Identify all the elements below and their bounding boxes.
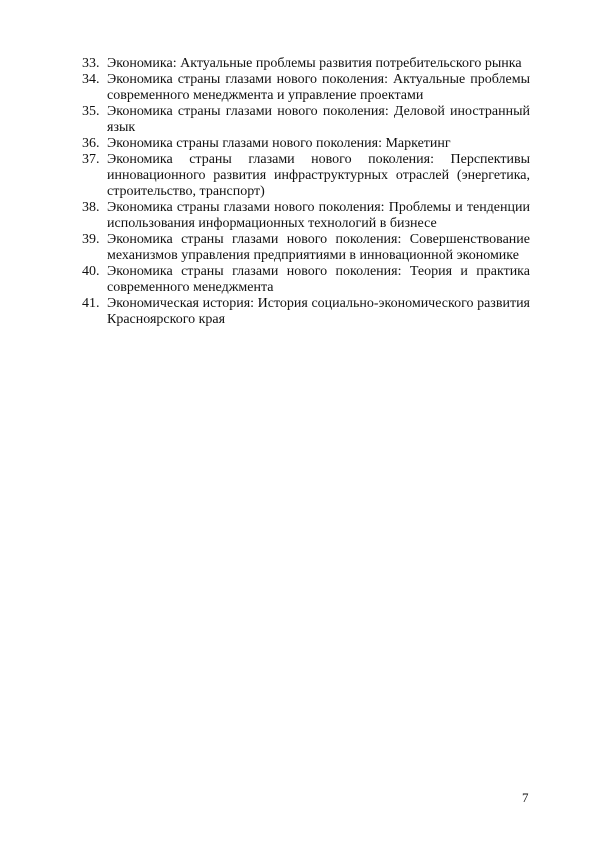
item-number: 38.: [82, 200, 100, 215]
page-number: 7: [522, 790, 529, 805]
item-text: Экономическая история: История социально-экономического развития Красноярского края: [107, 296, 530, 327]
item-text: Экономика страны глазами нового поколения: Совершенствование механизмов управления предприятиями в инновационной экономике: [107, 232, 530, 263]
list-item: [82, 296, 530, 328]
item-text: Экономика: Актуальные проблемы развития потребительского рынка: [107, 56, 522, 71]
list-item: [82, 72, 530, 104]
item-text: Экономика страны глазами нового поколения: Теория и практика современного менеджмента: [107, 264, 530, 295]
item-number: 40.: [82, 264, 100, 279]
item-text: Экономика страны глазами нового поколения: Маркетинг: [107, 136, 451, 151]
list-item: [82, 136, 530, 152]
list-item: [82, 56, 530, 72]
item-text: Экономика страны глазами нового поколения: Актуальные проблемы современного менеджмента и управление проектами: [107, 72, 530, 103]
topic-list: [82, 56, 530, 328]
item-text: Экономика страны глазами нового поколения: Перспективы инновационного развития инфраструктурных отраслей (энергетика, строительство, транспорт): [107, 152, 530, 199]
list-item: [82, 152, 530, 200]
item-text: Экономика страны глазами нового поколения: Деловой иностранный язык: [107, 104, 530, 135]
item-number: 35.: [82, 104, 100, 119]
list-item: [82, 264, 530, 296]
item-number: 33.: [82, 56, 100, 71]
item-text: Экономика страны глазами нового поколения: Проблемы и тенденции использования информационных технологий в бизнесе: [107, 200, 530, 231]
item-number: 39.: [82, 232, 100, 247]
item-number: 37.: [82, 152, 100, 167]
list-item: [82, 232, 530, 264]
list-item: [82, 104, 530, 136]
item-number: 34.: [82, 72, 100, 87]
item-number: 41.: [82, 296, 100, 311]
list-item: [82, 200, 530, 232]
item-number: 36.: [82, 136, 100, 151]
